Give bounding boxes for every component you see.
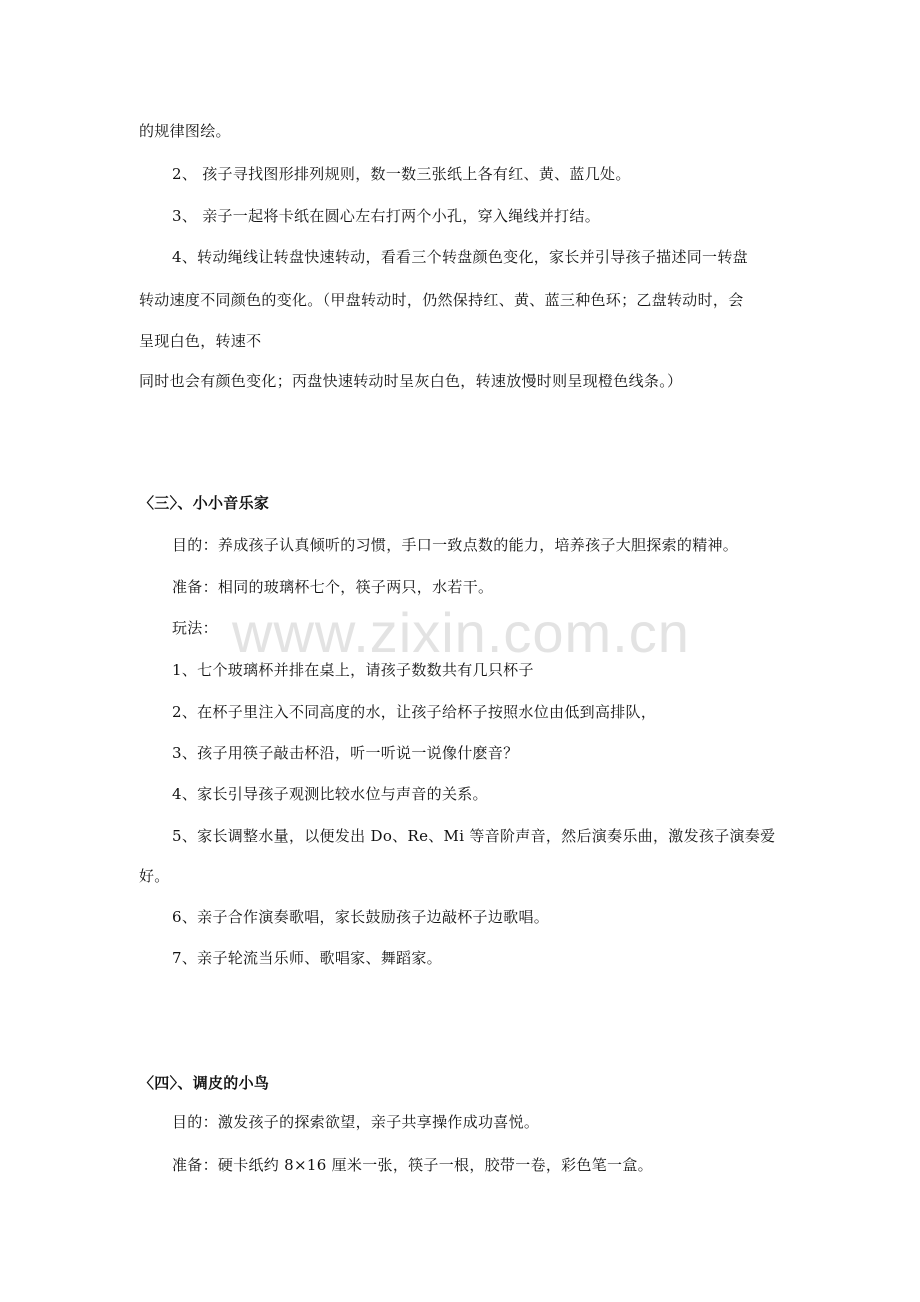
list-item: 4、家长引导孩子观测比较水位与声音的关系。 [172,785,488,803]
method-label: 玩法： [172,619,218,637]
paragraph-line: 转动速度不同颜色的变化。（甲盘转动时，仍然保持红、黄、蓝三种色环；乙盘转动时，会 [139,291,744,309]
list-item: 6、亲子合作演奏歌唱，家长鼓励孩子边敲杯子边歌唱。 [172,908,550,926]
list-item: 3、孩子用筷子敲击杯沿，听一听说一说像什麽音？ [172,744,519,762]
paragraph-line: 呈现白色，转速不 [139,332,262,350]
purpose-line: 目的：养成孩子认真倾听的习惯，手口一致点数的能力，培养孩子大胆探索的精神。 [172,536,739,554]
list-item: 4、转动绳线让转盘快速转动，看看三个转盘颜色变化，家长并引导孩子描述同一转盘 [172,248,748,266]
preparation-line: 准备：相同的玻璃杯七个，筷子两只，水若干。 [172,578,494,596]
list-item: 3、 亲子一起将卡纸在圆心左右打两个小孔，穿入绳线并打结。 [172,207,601,225]
watermark: www.zixin.com.cn [232,601,690,664]
purpose-line: 目的：激发孩子的探索欲望，亲子共享操作成功喜悦。 [172,1113,540,1131]
section-heading: 〈四〉、调皮的小鸟 [139,1074,270,1092]
list-item: 7、亲子轮流当乐师、歌唱家、舞蹈家。 [172,949,442,967]
list-item: 2、在杯子里注入不同高度的水，让孩子给杯子按照水位由低到高排队， [172,703,657,721]
list-item: 2、 孩子寻找图形排列规则，数一数三张纸上各有红、黄、蓝几处。 [172,165,631,183]
paragraph-line: 好。 [139,867,170,885]
section-heading: 〈三〉、小小音乐家 [139,494,270,512]
paragraph-line: 的规律图绘。 [139,122,231,140]
list-item: 5、家长调整水量，以便发出 Do、Re、Mi 等音阶声音，然后演奏乐曲，激发孩子演奏爱 [172,827,776,845]
list-item: 1、七个玻璃杯并排在桌上，请孩子数数共有几只杯子 [172,661,534,679]
preparation-line: 准备：硬卡纸约 8×16 厘米一张，筷子一根，胶带一卷，彩色笔一盒。 [172,1156,653,1174]
paragraph-line: 同时也会有颜色变化；丙盘快速转动时呈灰白色，转速放慢时则呈现橙色线条。） [139,372,683,390]
